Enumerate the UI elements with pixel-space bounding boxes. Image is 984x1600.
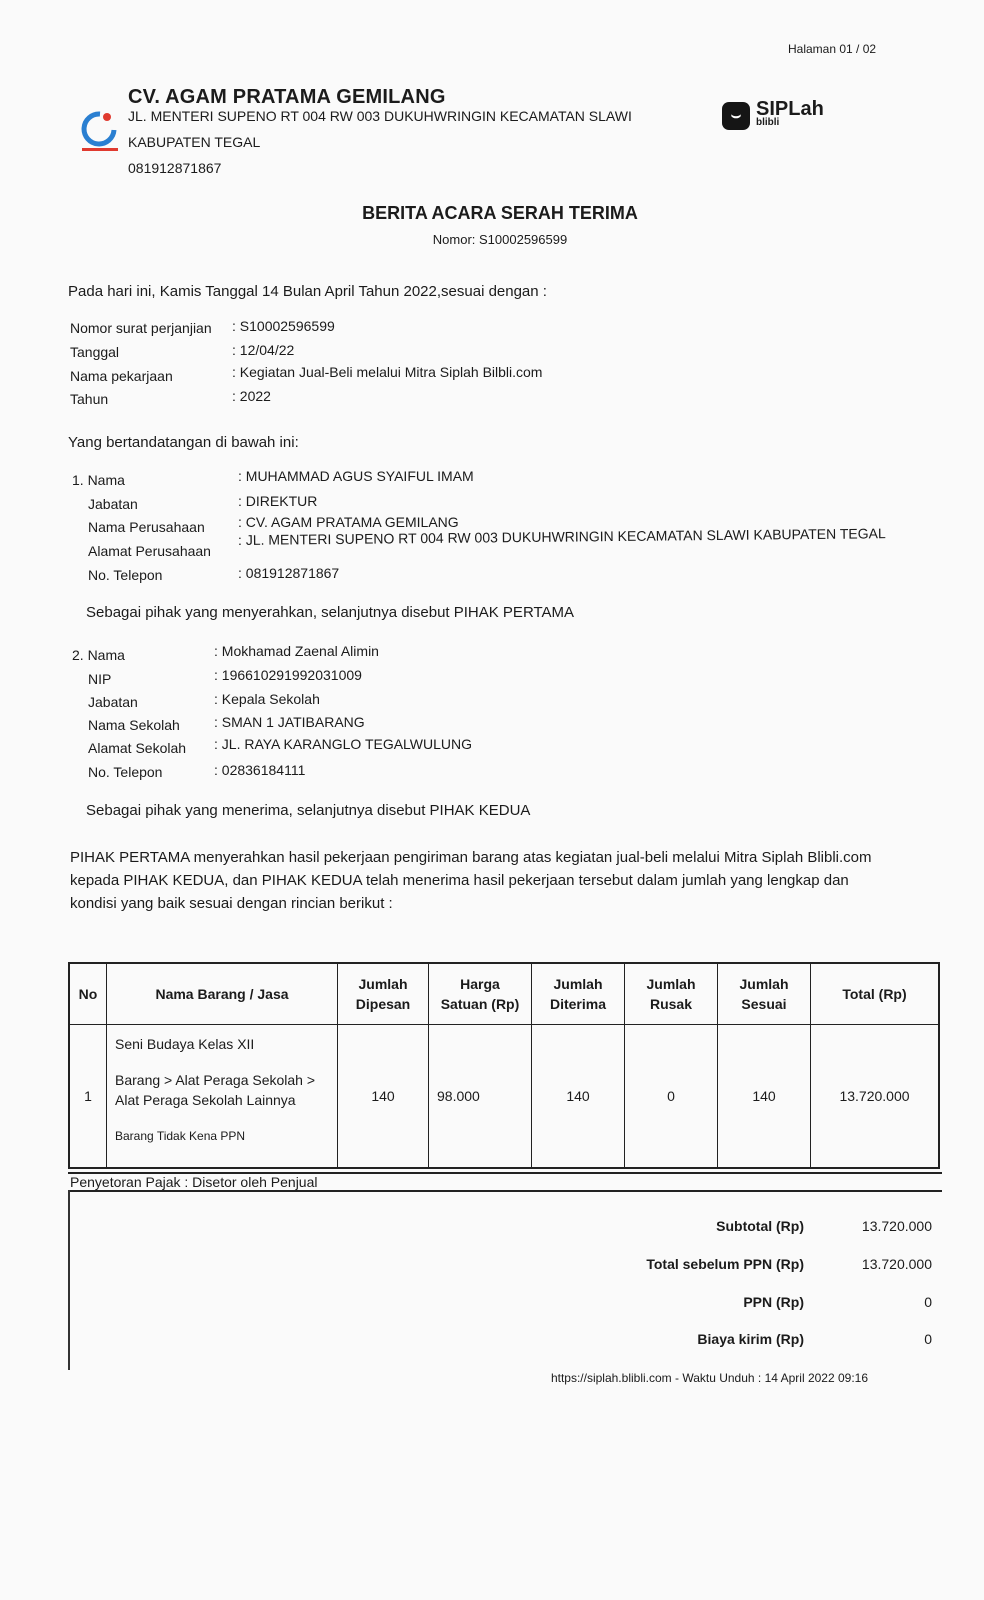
party2-value: : Kepala Sekolah bbox=[214, 691, 320, 707]
company-logo-icon bbox=[80, 108, 120, 158]
item-name: Seni Budaya Kelas XII bbox=[115, 1036, 255, 1052]
party1-label: No. Telepon bbox=[88, 567, 163, 583]
cell-price: 98.000 bbox=[429, 1025, 532, 1169]
party1-value: : DIREKTUR bbox=[238, 493, 318, 509]
table-header-row bbox=[69, 963, 939, 1025]
party2-label: No. Telepon bbox=[88, 764, 163, 780]
items-table bbox=[68, 962, 940, 1169]
table-row bbox=[69, 1025, 939, 1169]
party2-value: : Mokhamad Zaenal Alimin bbox=[214, 643, 379, 659]
agreement-value: : 12/04/22 bbox=[232, 342, 295, 358]
party2-label: Alamat Sekolah bbox=[88, 740, 187, 756]
agreement-label: Nama pekarjaan bbox=[70, 368, 173, 384]
cell-damaged: 0 bbox=[625, 1025, 718, 1169]
party2-value: : 196610291992031009 bbox=[214, 667, 362, 683]
document-title: BERITA ACARA SERAH TERIMA bbox=[362, 203, 638, 223]
item-tax-note: Barang Tidak Kena PPN bbox=[115, 1129, 246, 1143]
company-phone: 081912871867 bbox=[128, 160, 222, 176]
shipping-value: 0 bbox=[924, 1331, 932, 1347]
handover-paragraph: PIHAK PERTAMA menyerahkan hasil pekerjaan pengiriman barang atas kegiatan jual-beli melalui Mitra Siplah Blibli.com kepada PIHAK KEDUA, dan PIHAK KEDUA telah menerima hasil pekerjaan tersebut dalam jumlah yang lengkap dan kondisi yang baik sesuai dengan rincian berikut : bbox=[70, 849, 872, 912]
tax-note: Penyetoran Pajak : Disetor oleh Penjual bbox=[68, 1172, 942, 1192]
item-category-1: Barang > Alat Peraga Sekolah > bbox=[115, 1072, 316, 1088]
party1-value: : CV. AGAM PRATAMA GEMILANG bbox=[238, 514, 459, 530]
col-name: Nama Barang / Jasa bbox=[107, 963, 338, 1025]
siplah-logo bbox=[722, 98, 824, 130]
cell-name bbox=[107, 1025, 338, 1169]
pre-tax-total-value: 13.720.000 bbox=[861, 1256, 932, 1272]
cell-received: 140 bbox=[532, 1025, 625, 1169]
summary-border bbox=[68, 1190, 70, 1370]
party2-role: Sebagai pihak yang menerima, selanjutnya disebut PIHAK KEDUA bbox=[86, 802, 531, 819]
subtotal-value: 13.720.000 bbox=[861, 1218, 932, 1234]
shipping-label: Biaya kirim (Rp) bbox=[697, 1331, 804, 1347]
party1-value: : JL. MENTERI SUPENO RT 004 RW 003 DUKUHWRINGIN KECAMATAN SLAWI KABUPATEN TEGAL bbox=[237, 525, 886, 548]
party1-value: : MUHAMMAD AGUS SYAIFUL IMAM bbox=[238, 468, 474, 484]
document-number: Nomor: S10002596599 bbox=[432, 232, 568, 247]
party1-label: Alamat Perusahaan bbox=[88, 543, 211, 559]
siplah-sub: blibli bbox=[756, 117, 780, 128]
company-name: CV. AGAM PRATAMA GEMILANG bbox=[128, 86, 446, 108]
cell-total: 13.720.000 bbox=[811, 1025, 940, 1169]
siplah-title: SIPLah bbox=[756, 98, 824, 120]
cell-ordered: 140 bbox=[338, 1025, 429, 1169]
party1-value: : 081912871867 bbox=[238, 565, 340, 581]
agreement-label: Tahun bbox=[70, 391, 109, 407]
item-category-2: Alat Peraga Sekolah Lainnya bbox=[115, 1092, 296, 1108]
party2-label: Nama Sekolah bbox=[88, 717, 180, 733]
agreement-value: : Kegiatan Jual-Beli melalui Mitra Siplah Bilbli.com bbox=[232, 364, 543, 380]
agreement-label: Nomor surat perjanjian bbox=[70, 320, 212, 336]
page-number: Halaman 01 / 02 bbox=[788, 42, 877, 56]
cell-match: 140 bbox=[718, 1025, 811, 1169]
footer-source: https://siplah.blibli.com - Waktu Unduh : 14 April 2022 09:16 bbox=[550, 1371, 868, 1385]
ppn-value: 0 bbox=[924, 1294, 932, 1310]
party2-value: : 02836184111 bbox=[214, 762, 306, 778]
intro-text: Pada hari ini, Kamis Tanggal 14 Bulan April Tahun 2022,sesuai dengan : bbox=[68, 283, 547, 300]
siplah-bag-icon: ⌣ bbox=[722, 102, 750, 130]
agreement-label: Tanggal bbox=[70, 344, 120, 360]
party2-value: : SMAN 1 JATIBARANG bbox=[214, 714, 365, 730]
party1-label: 1. Nama bbox=[72, 472, 125, 488]
col-damaged: Jumlah Rusak bbox=[625, 963, 718, 1025]
company-address-line2: KABUPATEN TEGAL bbox=[128, 134, 261, 150]
pre-tax-total-label: Total sebelum PPN (Rp) bbox=[646, 1256, 804, 1272]
col-ordered: Jumlah Dipesan bbox=[338, 963, 429, 1025]
col-match: Jumlah Sesuai bbox=[718, 963, 811, 1025]
party2-label: Jabatan bbox=[88, 694, 138, 710]
signatories-heading: Yang bertandatangan di bawah ini: bbox=[68, 434, 299, 451]
ppn-label: PPN (Rp) bbox=[743, 1294, 804, 1310]
company-address-line1: JL. MENTERI SUPENO RT 004 RW 003 DUKUHWRINGIN KECAMATAN SLAWI bbox=[128, 108, 632, 124]
subtotal-label: Subtotal (Rp) bbox=[716, 1218, 804, 1234]
col-price: Harga Satuan (Rp) bbox=[429, 963, 532, 1025]
party2-label: NIP bbox=[88, 671, 112, 687]
party1-role: Sebagai pihak yang menyerahkan, selanjutnya disebut PIHAK PERTAMA bbox=[86, 604, 575, 621]
party2-value: : JL. RAYA KARANGLO TEGALWULUNG bbox=[214, 736, 473, 752]
col-total: Total (Rp) bbox=[811, 963, 940, 1025]
party1-label: Jabatan bbox=[88, 496, 138, 512]
cell-no: 1 bbox=[69, 1025, 107, 1169]
party1-label: Nama Perusahaan bbox=[88, 519, 205, 535]
agreement-value: : 2022 bbox=[232, 388, 271, 404]
agreement-value: : S10002596599 bbox=[232, 318, 335, 334]
party2-label: 2. Nama bbox=[72, 647, 125, 663]
col-no: No bbox=[69, 963, 107, 1025]
col-received: Jumlah Diterima bbox=[532, 963, 625, 1025]
